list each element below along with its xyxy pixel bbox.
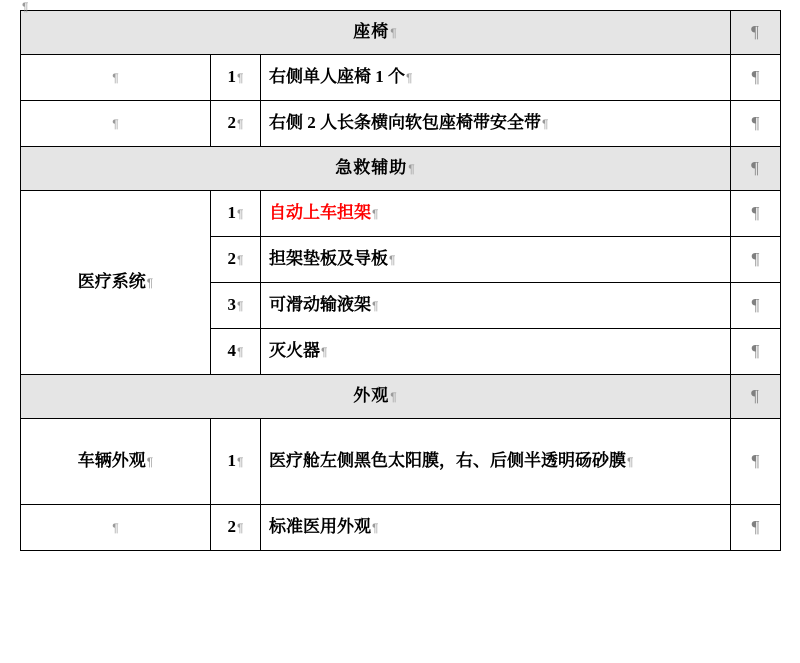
row-description-cell: 自动上车担架¶ xyxy=(261,191,731,237)
section-header-appearance: 外观¶ xyxy=(21,375,731,419)
row-description-cell: 灭火器¶ xyxy=(261,329,731,375)
row-description-cell: 右侧单人座椅 1 个¶ xyxy=(261,55,731,101)
row-mark-cell: ¶ xyxy=(731,505,781,551)
row-mark-cell: ¶ xyxy=(731,329,781,375)
row-number-cell: 3¶ xyxy=(211,283,261,329)
row-description-cell: 担架垫板及导板¶ xyxy=(261,237,731,283)
row-number-cell: 4¶ xyxy=(211,329,261,375)
row-number-cell: 1¶ xyxy=(211,419,261,505)
row-mark-cell: ¶ xyxy=(731,191,781,237)
paragraph-mark: ¶ xyxy=(408,162,416,177)
row-mark-cell: ¶ xyxy=(731,55,781,101)
row-mark-cell: ¶ xyxy=(731,237,781,283)
table-row xyxy=(21,101,781,147)
row-mark-cell: ¶ xyxy=(731,11,781,55)
row-mark-cell: ¶ xyxy=(731,375,781,419)
table-section-header-row xyxy=(21,375,781,419)
top-paragraph-mark: ¶ xyxy=(22,0,29,14)
category-cell-medical-system: 医疗系统¶ xyxy=(21,191,211,375)
row-description-cell: 医疗舱左侧黑色太阳膜，右、后侧半透明砀砂膜¶ xyxy=(261,419,731,505)
row-mark-cell: ¶ xyxy=(731,101,781,147)
table-section-header-row xyxy=(21,147,781,191)
row-description-cell: 标准医用外观¶ xyxy=(261,505,731,551)
table-section-header-row xyxy=(21,11,781,55)
table-row xyxy=(21,191,781,237)
row-number-cell: 2¶ xyxy=(211,505,261,551)
row-description-cell: 右侧 2 人长条横向软包座椅带安全带¶ xyxy=(261,101,731,147)
table-row xyxy=(21,505,781,551)
category-cell-empty: ¶ xyxy=(21,101,211,147)
row-mark-cell: ¶ xyxy=(731,419,781,505)
row-mark-cell: ¶ xyxy=(731,283,781,329)
table-row xyxy=(21,419,781,505)
row-number-cell: 1¶ xyxy=(211,55,261,101)
category-cell-empty: ¶ xyxy=(21,55,211,101)
paragraph-mark: ¶ xyxy=(390,26,398,41)
paragraph-mark: ¶ xyxy=(390,390,398,405)
specification-table xyxy=(20,10,781,551)
category-cell-empty: ¶ xyxy=(21,505,211,551)
row-number-cell: 2¶ xyxy=(211,237,261,283)
row-number-cell: 2¶ xyxy=(211,101,261,147)
row-number-cell: 1¶ xyxy=(211,191,261,237)
row-description-cell: 可滑动输液架¶ xyxy=(261,283,731,329)
section-header-seats: 座椅¶ xyxy=(21,11,731,55)
section-header-emergency-aid: 急救辅助¶ xyxy=(21,147,731,191)
table-row xyxy=(21,55,781,101)
row-mark-cell: ¶ xyxy=(731,147,781,191)
category-cell-vehicle-appearance: 车辆外观¶ xyxy=(21,419,211,505)
